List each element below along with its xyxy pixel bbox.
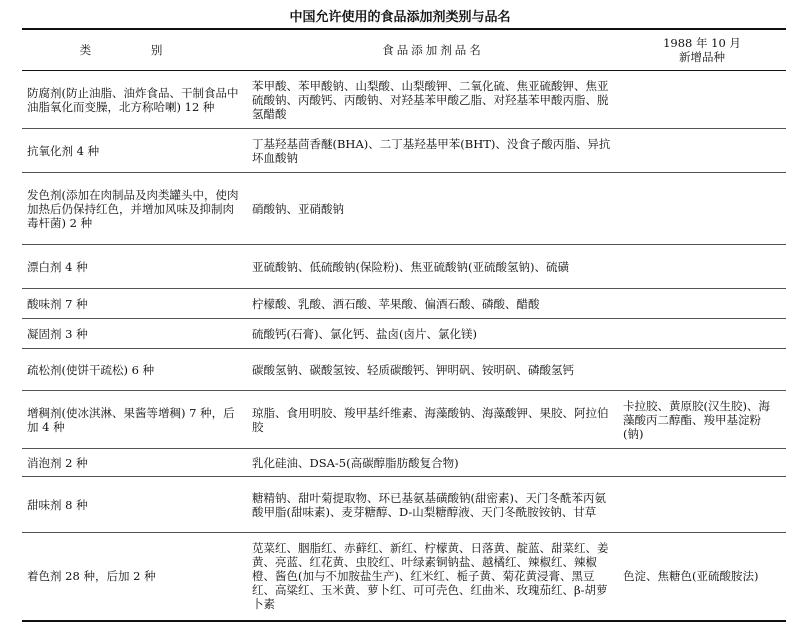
names-cell: 硫酸钙(石膏)、氯化钙、盐卤(卤片、氯化镁) [248,319,618,349]
new-varieties-cell [618,349,786,391]
category-cell: 疏松剂(使饼干疏松) 6 种 [22,349,248,391]
names-cell: 硝酸钠、亚硝酸钠 [248,173,618,245]
table-row [22,477,786,533]
category-cell: 漂白剂 4 种 [22,245,248,289]
table-row [22,449,786,477]
page-title: 中国允许使用的食品添加剂类别与品名 [289,10,511,25]
table-row [22,245,786,289]
header-category: 类 别 [22,29,248,71]
names-cell: 苋菜红、胭脂红、赤藓红、新红、柠檬黄、日落黄、靛蓝、甜菜红、姜黄、亮蓝、红花黄、虫胶红、叶绿素铜钠盐、越橘红、辣椒红、辣椒橙、酱色(加与不加胺盐生产)、红米红、栀子黄、菊花黄浸膏、黑豆红、高粱红、玉米黄、萝卜红、可可壳色、红曲米、玫瑰茄红、β-胡萝卜素 [248,533,618,621]
table-header-row [22,29,786,71]
category-cell: 凝固剂 3 种 [22,319,248,349]
table-row [22,349,786,391]
new-varieties-cell [618,173,786,245]
table-row [22,289,786,319]
header-names: 食品添加剂品名 [248,29,618,71]
table-row [22,319,786,349]
additives-table [22,28,786,622]
names-cell: 碳酸氢钠、碳酸氢铵、轻质碳酸钙、钾明矾、铵明矾、磷酸氢钙 [248,349,618,391]
names-cell: 丁基羟基茴香醚(BHA)、二丁基羟基甲苯(BHT)、没食子酸丙脂、异抗坏血酸钠 [248,129,618,173]
new-varieties-cell [618,449,786,477]
category-cell: 酸味剂 7 种 [22,289,248,319]
names-cell: 柠檬酸、乳酸、酒石酸、苹果酸、偏酒石酸、磷酸、醋酸 [248,289,618,319]
category-cell: 发色剂(添加在肉制品及肉类罐头中，使肉加热后仍保持红色，并增加风味及抑制肉毒杆菌) 2 种 [22,173,248,245]
category-cell: 抗氧化剂 4 种 [22,129,248,173]
category-cell: 甜味剂 8 种 [22,477,248,533]
table-row [22,391,786,449]
table-row [22,173,786,245]
new-varieties-cell [618,319,786,349]
new-varieties-cell [618,477,786,533]
names-cell: 乳化硅油、DSA-5(高碳醇脂肪酸复合物) [248,449,618,477]
table-row [22,71,786,129]
names-cell: 苯甲酸、苯甲酸钠、山梨酸、山梨酸钾、二氧化硫、焦亚硫酸钾、焦亚硫酸钠、丙酸钙、丙酸钠、对羟基苯甲酸乙脂、对羟基苯甲酸丙脂、脱氢醋酸 [248,71,618,129]
names-cell: 亚硫酸钠、低硫酸钠(保险粉)、焦亚硫酸钠(亚硫酸氢钠)、硫磺 [248,245,618,289]
category-cell: 着色剂 28 种，后加 2 种 [22,533,248,621]
category-cell: 消泡剂 2 种 [22,449,248,477]
new-varieties-cell [618,289,786,319]
header-new-varieties [618,29,786,71]
names-cell: 琼脂、食用明胶、羧甲基纤维素、海藻酸钠、海藻酸钾、果胶、阿拉伯胶 [248,391,618,449]
new-varieties-cell [618,245,786,289]
new-varieties-cell: 卡拉胶、黄原胶(汉生胶)、海藻酸丙二醇酯、羧甲基淀粉(钠) [618,391,786,449]
table-row [22,129,786,173]
header-new-date: 1988 年 10 月 [663,36,741,50]
new-varieties-cell [618,129,786,173]
category-cell: 防腐剂(防止油脂、油炸食品、干制食品中油脂氧化而变臊，北方称哈喇) 12 种 [22,71,248,129]
category-cell: 增稠剂(使冰淇淋、果酱等增稠) 7 种，后加 4 种 [22,391,248,449]
header-new-label: 新增品种 [679,50,725,64]
new-varieties-cell: 色淀、焦糖色(亚硫酸胺法) [618,533,786,621]
new-varieties-cell [618,71,786,129]
table-row [22,533,786,621]
names-cell: 糖精钠、甜叶菊提取物、环已基氨基磺酸钠(甜密素)、天门冬酰苯丙氨酸甲脂(甜味素)、麦芽糖醇、D-山梨糖醇液、天门冬酰胺铵钠、甘草 [248,477,618,533]
